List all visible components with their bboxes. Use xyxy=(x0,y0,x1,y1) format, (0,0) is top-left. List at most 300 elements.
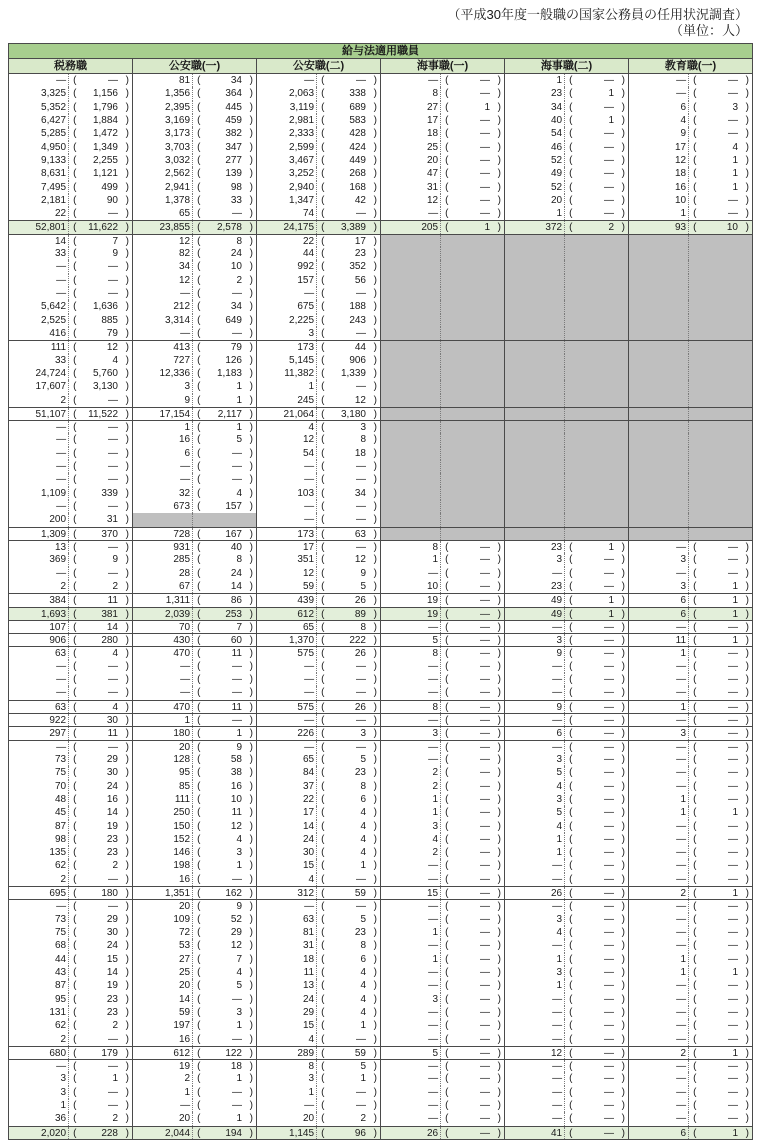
empty-gray-cell xyxy=(381,394,505,407)
value-cell: 32 ( 4 ) xyxy=(133,487,257,500)
value-cell: 98 ( 23 ) xyxy=(9,833,133,846)
empty-gray-cell xyxy=(505,327,629,340)
table-row xyxy=(9,114,752,127)
value-cell: — ( — ) xyxy=(9,447,133,460)
value-cell: — ( — ) xyxy=(257,500,381,513)
value-cell: — ( — ) xyxy=(381,939,505,952)
value-cell: — ( — ) xyxy=(629,900,752,912)
empty-gray-cell xyxy=(381,473,505,486)
value-cell: 73 ( 29 ) xyxy=(9,753,133,766)
column-header-zeimu: 税務職 xyxy=(9,59,133,73)
value-cell: 72 ( 29 ) xyxy=(133,926,257,939)
value-cell: — ( — ) xyxy=(629,859,752,872)
value-cell: — ( — ) xyxy=(629,993,752,1006)
value-cell: 46 ( — ) xyxy=(505,141,629,154)
value-cell: 16 ( — ) xyxy=(133,873,257,886)
value-cell: 4 ( — ) xyxy=(505,926,629,939)
value-cell: 2,981 ( 583 ) xyxy=(257,114,381,127)
table-row xyxy=(9,167,752,180)
unit-note: （単位：人） xyxy=(669,23,748,38)
value-cell: 75 ( 30 ) xyxy=(9,926,133,939)
value-cell: 1,693 ( 381 ) xyxy=(9,608,133,620)
value-cell: 5 ( — ) xyxy=(381,1047,505,1059)
value-cell: — ( — ) xyxy=(133,660,257,673)
empty-gray-cell xyxy=(381,300,505,313)
value-cell: — ( — ) xyxy=(9,686,133,699)
empty-gray-cell xyxy=(505,341,629,353)
value-cell: — ( — ) xyxy=(381,686,505,699)
value-cell: 4 ( — ) xyxy=(505,780,629,793)
table-row xyxy=(9,300,752,313)
value-cell: — ( — ) xyxy=(257,660,381,673)
value-cell: 245 ( 12 ) xyxy=(257,394,381,407)
value-cell: 15 ( 1 ) xyxy=(257,859,381,872)
value-cell: 10 ( — ) xyxy=(629,194,752,207)
value-cell: 1 ( — ) xyxy=(381,953,505,966)
value-cell: — ( — ) xyxy=(133,327,257,340)
value-cell: 5,285 ( 1,472 ) xyxy=(9,127,133,140)
value-cell: 5,145 ( 906 ) xyxy=(257,354,381,367)
value-cell: 992 ( 352 ) xyxy=(257,260,381,273)
table-row xyxy=(9,141,752,154)
value-cell: 285 ( 8 ) xyxy=(133,553,257,566)
value-cell: — ( — ) xyxy=(381,207,505,220)
empty-gray-cell xyxy=(629,408,752,420)
value-cell: 18 ( — ) xyxy=(381,127,505,140)
empty-gray-cell xyxy=(381,447,505,460)
value-cell: 1 ( — ) xyxy=(629,953,752,966)
value-cell: 11,382 ( 1,339 ) xyxy=(257,367,381,380)
value-cell: 416 ( 79 ) xyxy=(9,327,133,340)
value-cell: 3,703 ( 347 ) xyxy=(133,141,257,154)
value-cell: — ( — ) xyxy=(629,74,752,87)
table-row xyxy=(9,247,752,260)
value-cell: 21,064 ( 3,180 ) xyxy=(257,408,381,420)
value-cell: — ( — ) xyxy=(629,979,752,992)
value-cell: — ( — ) xyxy=(629,741,752,753)
empty-gray-cell xyxy=(505,367,629,380)
value-cell: 173 ( 63 ) xyxy=(257,528,381,540)
value-cell: — ( — ) xyxy=(257,460,381,473)
value-cell: 9 ( 1 ) xyxy=(133,394,257,407)
value-cell: 150 ( 12 ) xyxy=(133,820,257,833)
value-cell: 31 ( — ) xyxy=(381,181,505,194)
value-cell: 5,642 ( 1,636 ) xyxy=(9,300,133,313)
empty-gray-cell xyxy=(505,247,629,260)
value-cell: 2 ( — ) xyxy=(9,1033,133,1046)
value-cell: 109 ( 52 ) xyxy=(133,913,257,926)
value-cell: 13 ( 4 ) xyxy=(257,979,381,992)
table-body xyxy=(9,74,752,1139)
value-cell: 16 ( — ) xyxy=(133,1033,257,1046)
value-cell: 63 ( 5 ) xyxy=(257,913,381,926)
table-row xyxy=(9,433,752,446)
value-cell: — ( — ) xyxy=(133,473,257,486)
value-cell: 107 ( 14 ) xyxy=(9,621,133,633)
table-row xyxy=(9,274,752,287)
value-cell: — ( — ) xyxy=(629,714,752,726)
table-row xyxy=(9,101,752,114)
table-row xyxy=(9,580,752,593)
value-cell: — ( — ) xyxy=(257,741,381,753)
value-cell: 19 ( — ) xyxy=(381,608,505,620)
value-cell: 17 ( — ) xyxy=(257,541,381,553)
empty-gray-cell xyxy=(629,528,752,540)
value-cell: 6 ( 3 ) xyxy=(629,101,752,114)
subtotal-row xyxy=(9,886,752,899)
value-cell: 931 ( 40 ) xyxy=(133,541,257,553)
value-cell: 3,467 ( 449 ) xyxy=(257,154,381,167)
value-cell: 8 ( — ) xyxy=(381,541,505,553)
value-cell: 70 ( 7 ) xyxy=(133,621,257,633)
value-cell: 6,427 ( 1,884 ) xyxy=(9,114,133,127)
value-cell: 15 ( 1 ) xyxy=(257,1019,381,1032)
table-row xyxy=(9,1112,752,1125)
value-cell: — ( — ) xyxy=(381,1072,505,1085)
table-row xyxy=(9,1099,752,1112)
value-cell: 9 ( — ) xyxy=(505,701,629,713)
value-cell: — ( — ) xyxy=(505,1072,629,1085)
value-cell: — ( — ) xyxy=(505,1112,629,1125)
table-row xyxy=(9,234,752,247)
empty-gray-cell xyxy=(381,260,505,273)
table-row xyxy=(9,686,752,699)
value-cell: 3,173 ( 382 ) xyxy=(133,127,257,140)
value-cell: — ( — ) xyxy=(381,74,505,87)
value-cell: 20 ( 9 ) xyxy=(133,741,257,753)
value-cell: 1 ( — ) xyxy=(505,833,629,846)
column-header-row xyxy=(9,59,752,74)
value-cell: 20 ( — ) xyxy=(505,194,629,207)
value-cell: 612 ( 122 ) xyxy=(133,1047,257,1059)
value-cell: 45 ( 14 ) xyxy=(9,806,133,819)
value-cell: — ( — ) xyxy=(629,820,752,833)
value-cell: — ( — ) xyxy=(629,780,752,793)
value-cell: 226 ( 3 ) xyxy=(257,727,381,739)
table-row xyxy=(9,154,752,167)
value-cell: 3 ( 1 ) xyxy=(257,1072,381,1085)
empty-gray-cell xyxy=(381,247,505,260)
value-cell: 2,562 ( 139 ) xyxy=(133,167,257,180)
empty-gray-cell xyxy=(381,327,505,340)
value-cell: 26 ( — ) xyxy=(505,887,629,899)
table-row xyxy=(9,899,752,912)
value-cell: — ( — ) xyxy=(381,1019,505,1032)
value-cell: — ( — ) xyxy=(629,686,752,699)
value-cell: 3 ( — ) xyxy=(381,820,505,833)
value-cell: 4,950 ( 1,349 ) xyxy=(9,141,133,154)
value-cell: 20 ( 2 ) xyxy=(257,1112,381,1125)
table-row xyxy=(9,806,752,819)
empty-gray-cell xyxy=(629,513,752,526)
subtotal-row xyxy=(9,593,752,606)
value-cell: — ( — ) xyxy=(9,473,133,486)
value-cell: 8 ( — ) xyxy=(381,647,505,659)
value-cell: 1,351 ( 162 ) xyxy=(133,887,257,899)
value-cell: 1 ( — ) xyxy=(381,793,505,806)
value-cell: 9 ( — ) xyxy=(629,127,752,140)
value-cell: 17 ( — ) xyxy=(381,114,505,127)
table-row xyxy=(9,473,752,486)
table-row xyxy=(9,340,752,353)
table-row xyxy=(9,181,752,194)
value-cell: 575 ( 26 ) xyxy=(257,701,381,713)
value-cell: 2 ( 1 ) xyxy=(629,887,752,899)
value-cell: 2,225 ( 243 ) xyxy=(257,314,381,327)
value-cell: 3,032 ( 277 ) xyxy=(133,154,257,167)
value-cell: 1,145 ( 96 ) xyxy=(257,1127,381,1139)
value-cell: 17 ( 4 ) xyxy=(257,806,381,819)
empty-gray-cell xyxy=(505,500,629,513)
empty-gray-cell xyxy=(381,354,505,367)
table-row xyxy=(9,1086,752,1099)
value-cell: — ( — ) xyxy=(381,979,505,992)
value-cell: 3 ( — ) xyxy=(9,1086,133,1099)
empty-gray-cell xyxy=(505,408,629,420)
value-cell: 2 ( — ) xyxy=(381,846,505,859)
value-cell: — ( — ) xyxy=(9,260,133,273)
value-cell: 31 ( 8 ) xyxy=(257,939,381,952)
value-cell: 20 ( 1 ) xyxy=(133,1112,257,1125)
value-cell: 3 ( — ) xyxy=(505,966,629,979)
value-cell: 4 ( — ) xyxy=(381,833,505,846)
value-cell: — ( — ) xyxy=(629,1019,752,1032)
value-cell: 1 ( 1 ) xyxy=(629,806,752,819)
value-cell: 6 ( — ) xyxy=(133,447,257,460)
value-cell: — ( — ) xyxy=(257,714,381,726)
empty-gray-cell xyxy=(381,460,505,473)
table-row xyxy=(9,1072,752,1085)
value-cell: — ( — ) xyxy=(505,1006,629,1019)
value-cell: — ( — ) xyxy=(505,1099,629,1112)
subtotal-row xyxy=(9,700,752,713)
value-cell: — ( — ) xyxy=(505,660,629,673)
empty-gray-cell xyxy=(629,421,752,433)
value-cell: 3 ( — ) xyxy=(257,327,381,340)
total-row xyxy=(9,220,752,233)
empty-gray-cell xyxy=(629,300,752,313)
value-cell: 2,599 ( 424 ) xyxy=(257,141,381,154)
empty-gray-cell xyxy=(629,380,752,393)
table-row xyxy=(9,979,752,992)
value-cell: 1 ( — ) xyxy=(381,926,505,939)
empty-gray-cell xyxy=(381,421,505,433)
table-row xyxy=(9,487,752,500)
value-cell: 5 ( — ) xyxy=(505,766,629,779)
value-cell: 3 ( — ) xyxy=(381,993,505,1006)
value-cell: 84 ( 23 ) xyxy=(257,766,381,779)
value-cell: 12 ( — ) xyxy=(505,1047,629,1059)
value-cell: 15 ( — ) xyxy=(381,887,505,899)
value-cell: 49 ( 1 ) xyxy=(505,594,629,606)
value-cell: — ( — ) xyxy=(9,287,133,300)
value-cell: 1 ( 1 ) xyxy=(629,966,752,979)
subtotal-row xyxy=(9,620,752,633)
table-row xyxy=(9,953,752,966)
value-cell: — ( — ) xyxy=(629,766,752,779)
value-cell: — ( — ) xyxy=(629,87,752,100)
empty-gray-cell xyxy=(381,433,505,446)
value-cell: 9,133 ( 2,255 ) xyxy=(9,154,133,167)
value-cell: 17,607 ( 3,130 ) xyxy=(9,380,133,393)
table-row xyxy=(9,314,752,327)
value-cell: 3 ( — ) xyxy=(629,727,752,739)
table-row xyxy=(9,567,752,580)
value-cell: — ( — ) xyxy=(257,473,381,486)
value-cell: 62 ( 2 ) xyxy=(9,859,133,872)
value-cell: — ( — ) xyxy=(257,1099,381,1112)
value-cell: 695 ( 180 ) xyxy=(9,887,133,899)
value-cell: 111 ( 10 ) xyxy=(133,793,257,806)
empty-gray-cell xyxy=(505,487,629,500)
table-row xyxy=(9,1059,752,1072)
empty-gray-cell xyxy=(505,421,629,433)
value-cell: 47 ( — ) xyxy=(381,167,505,180)
value-cell: — ( — ) xyxy=(133,287,257,300)
value-cell: 49 ( — ) xyxy=(505,167,629,180)
value-cell: 18 ( 6 ) xyxy=(257,953,381,966)
value-cell: — ( — ) xyxy=(629,621,752,633)
table-row xyxy=(9,194,752,207)
value-cell: — ( — ) xyxy=(9,673,133,686)
value-cell: — ( — ) xyxy=(629,913,752,926)
value-cell: 8,631 ( 1,121 ) xyxy=(9,167,133,180)
salary-law-table xyxy=(8,43,753,1140)
value-cell: 128 ( 58 ) xyxy=(133,753,257,766)
table-row xyxy=(9,540,752,553)
value-cell: 6 ( 1 ) xyxy=(629,1127,752,1139)
value-cell: — ( — ) xyxy=(505,714,629,726)
subtotal-row xyxy=(9,1046,752,1059)
value-cell: 54 ( 18 ) xyxy=(257,447,381,460)
value-cell: 95 ( 23 ) xyxy=(9,993,133,1006)
empty-gray-cell xyxy=(381,341,505,353)
table-row xyxy=(9,127,752,140)
value-cell: — ( — ) xyxy=(257,900,381,912)
survey-title-note: （平成30年度一般職の国家公務員の任用状況調査） xyxy=(447,7,748,22)
value-cell: — ( — ) xyxy=(505,567,629,580)
value-cell: 23 ( — ) xyxy=(505,580,629,593)
empty-gray-cell xyxy=(505,513,629,526)
table-row xyxy=(9,913,752,926)
value-cell: 75 ( 30 ) xyxy=(9,766,133,779)
value-cell: 1 ( — ) xyxy=(505,953,629,966)
value-cell: 24 ( 4 ) xyxy=(257,993,381,1006)
value-cell: — ( — ) xyxy=(381,1060,505,1072)
value-cell: 13 ( — ) xyxy=(9,541,133,553)
value-cell: 173 ( 44 ) xyxy=(257,341,381,353)
value-cell: 26 ( — ) xyxy=(381,1127,505,1139)
value-cell: 2 ( 2 ) xyxy=(9,580,133,593)
value-cell: — ( — ) xyxy=(629,1033,752,1046)
column-header-kaiji2: 海事職(二) xyxy=(505,59,629,73)
empty-gray-cell xyxy=(629,327,752,340)
total-row xyxy=(9,607,752,620)
value-cell: — ( — ) xyxy=(629,541,752,553)
value-cell: 135 ( 23 ) xyxy=(9,846,133,859)
value-cell: 103 ( 34 ) xyxy=(257,487,381,500)
value-cell: — ( — ) xyxy=(9,433,133,446)
value-cell: 470 ( 11 ) xyxy=(133,701,257,713)
value-cell: 8 ( — ) xyxy=(381,87,505,100)
value-cell: — ( — ) xyxy=(629,1006,752,1019)
column-header-kaiji1: 海事職(一) xyxy=(381,59,505,73)
value-cell: — ( — ) xyxy=(9,500,133,513)
value-cell: — ( — ) xyxy=(381,873,505,886)
subtotal-row xyxy=(9,726,752,739)
value-cell: 24 ( 4 ) xyxy=(257,833,381,846)
value-cell: 5 ( — ) xyxy=(381,634,505,646)
value-cell: 22 ( 17 ) xyxy=(257,235,381,247)
value-cell: 289 ( 59 ) xyxy=(257,1047,381,1059)
value-cell: 12 ( — ) xyxy=(381,194,505,207)
value-cell: 40 ( 1 ) xyxy=(505,114,629,127)
value-cell: 14 ( — ) xyxy=(133,993,257,1006)
value-cell: 27 ( 7 ) xyxy=(133,953,257,966)
value-cell: 18 ( 1 ) xyxy=(629,167,752,180)
value-cell: 673 ( 157 ) xyxy=(133,500,257,513)
value-cell: 1 ( — ) xyxy=(629,207,752,220)
empty-gray-cell xyxy=(629,274,752,287)
value-cell: 372 ( 2 ) xyxy=(505,221,629,233)
table-row xyxy=(9,1033,752,1046)
table-row xyxy=(9,646,752,659)
table-row xyxy=(9,260,752,273)
subtotal-row xyxy=(9,407,752,420)
empty-gray-cell xyxy=(133,513,257,526)
empty-gray-cell xyxy=(381,500,505,513)
value-cell: — ( — ) xyxy=(629,1060,752,1072)
value-cell: 2 ( — ) xyxy=(381,780,505,793)
value-cell: 12,336 ( 1,183 ) xyxy=(133,367,257,380)
value-cell: 10 ( — ) xyxy=(381,580,505,593)
value-cell: 7,495 ( 499 ) xyxy=(9,181,133,194)
value-cell: 37 ( 8 ) xyxy=(257,780,381,793)
table-row xyxy=(9,1006,752,1019)
value-cell: — ( — ) xyxy=(629,1072,752,1085)
value-cell: 205 ( 1 ) xyxy=(381,221,505,233)
value-cell: — ( — ) xyxy=(505,993,629,1006)
empty-gray-cell xyxy=(381,235,505,247)
value-cell: 612 ( 89 ) xyxy=(257,608,381,620)
value-cell: 16 ( 1 ) xyxy=(629,181,752,194)
value-cell: 3 ( — ) xyxy=(505,553,629,566)
value-cell: — ( — ) xyxy=(505,1033,629,1046)
value-cell: 1 ( — ) xyxy=(257,1086,381,1099)
value-cell: 727 ( 126 ) xyxy=(133,354,257,367)
value-cell: 152 ( 4 ) xyxy=(133,833,257,846)
value-cell: — ( — ) xyxy=(257,287,381,300)
value-cell: 29 ( 4 ) xyxy=(257,1006,381,1019)
value-cell: 93 ( 10 ) xyxy=(629,221,752,233)
value-cell: 23,855 ( 2,578 ) xyxy=(133,221,257,233)
value-cell: 2,063 ( 338 ) xyxy=(257,87,381,100)
table-row xyxy=(9,394,752,407)
value-cell: 3 ( — ) xyxy=(505,793,629,806)
value-cell: 470 ( 11 ) xyxy=(133,647,257,659)
table-row xyxy=(9,367,752,380)
value-cell: 1 ( — ) xyxy=(505,979,629,992)
value-cell: 81 ( 34 ) xyxy=(133,74,257,87)
value-cell: 41 ( — ) xyxy=(505,1127,629,1139)
table-row xyxy=(9,553,752,566)
value-cell: 2,044 ( 194 ) xyxy=(133,1127,257,1139)
empty-gray-cell xyxy=(381,487,505,500)
value-cell: 1,370 ( 222 ) xyxy=(257,634,381,646)
value-cell: — ( — ) xyxy=(9,460,133,473)
value-cell: 4 ( — ) xyxy=(257,873,381,886)
value-cell: 12 ( 8 ) xyxy=(257,433,381,446)
